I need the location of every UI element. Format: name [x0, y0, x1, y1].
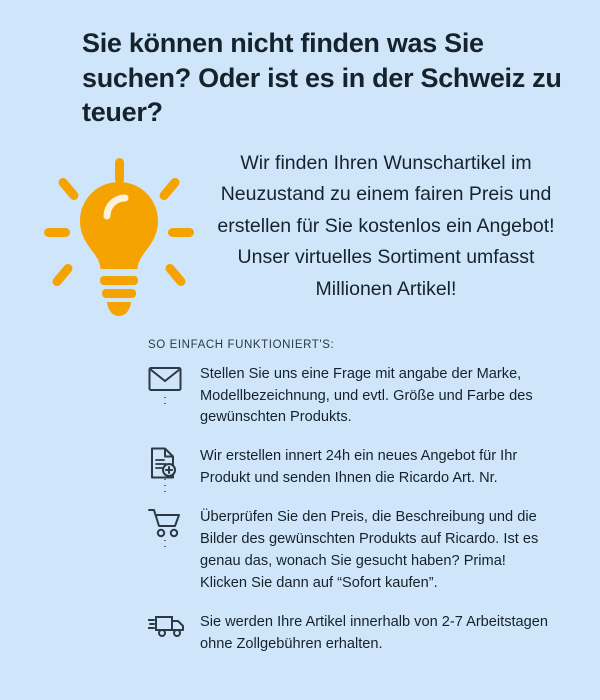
list-item-label: Sie werden Ihre Artikel innerhalb von 2-7 Arbeitstagen ohne Zollgebühren erhalten.: [200, 613, 549, 652]
envelope-icon: [148, 363, 200, 393]
shopping-cart-icon: [148, 506, 200, 538]
list-item-label: Stellen Sie uns eine Frage mit angabe der Marke, Modellbezeichnung, und evtl. Größe und Farbe des gewünschten Produkts.: [200, 365, 533, 426]
list-item: [148, 445, 556, 490]
list-item: [148, 506, 556, 595]
howto-steps: [148, 363, 556, 656]
delivery-truck-icon: [148, 611, 200, 639]
lightbulb-illustration: [30, 144, 208, 323]
step-connector: [164, 540, 166, 552]
step-connector: [164, 397, 166, 407]
list-item-label: Überprüfen Sie den Preis, die Beschreibung und die Bilder des gewünschten Produkts auf Ricardo. Ist es genau das, wonach Sie gesucht haben? Prima! Klicken Sie dann auf “Sofort kaufen”.: [200, 509, 539, 591]
lightbulb-icon: [44, 158, 194, 323]
list-item: [148, 611, 556, 656]
intro-text: Wir finden Ihren Wunschartikel im Neuzustand zu einem fairen Preis und erstellen für Sie kostenlos ein Angebot! Unser virtuelles Sortiment umfasst Millionen Artikel!: [217, 151, 555, 300]
hero-section: [30, 144, 570, 323]
list-item-label: Wir erstellen innert 24h ein neues Angebot für Ihr Produkt und senden Ihnen die Ricardo Art. Nr.: [200, 448, 518, 487]
document-add-icon: [148, 445, 200, 479]
list-item: [148, 363, 556, 430]
howto-title: SO EINFACH FUNKTIONIERT'S:: [148, 338, 335, 351]
howto-section: [148, 339, 570, 656]
page-title: Sie können nicht finden was Sie suchen? Oder ist es in der Schweiz zu teuer?: [82, 28, 562, 128]
step-connector: [164, 479, 166, 493]
